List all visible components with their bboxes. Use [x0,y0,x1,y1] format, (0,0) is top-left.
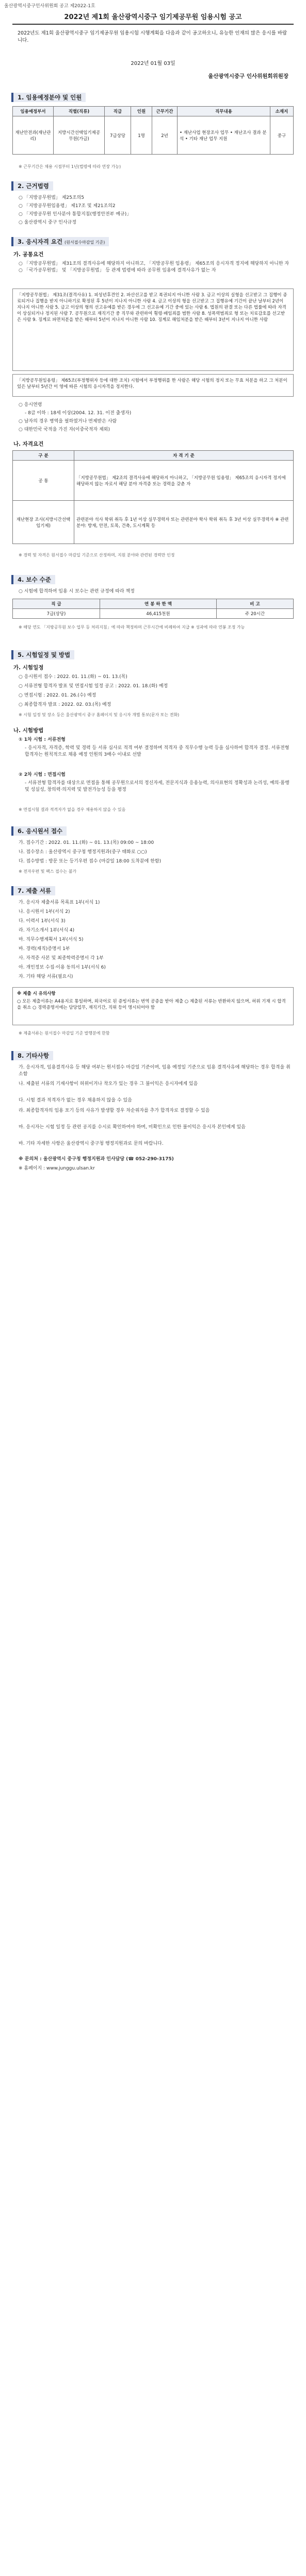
issuing-org: 울산광역시중구 인사위원회위원장 [208,73,288,79]
section-heading-other: 8. 기타사항 [11,1051,53,1060]
subheading-schedule: 가. 시험일정 [13,665,44,671]
qualification-heading-text: 3. 응시자격 요건 [18,238,63,245]
document-item: 나. 응시원서 1부(서식 2) [19,909,70,914]
homepage-link[interactable]: ※ 홈페이지 : www.junggu.ulsan.kr [19,1166,95,1171]
cell-series: 지방시간선택임기제공무원(가급) [54,116,105,155]
cell-type: 재난현장 조사(지방시간선택임기제) [13,501,74,544]
publication-number: 울산광역시중구인사위원회 공고 제2022-1호 [4,4,95,9]
col-salary-note: 비 고 [217,599,294,609]
law-item: ○ 울산광역시 중구 인사규정 [19,220,77,225]
table-row [13,501,294,544]
section-heading-salary: 4. 보수 수준 [11,575,55,584]
military-requirement: ○ 남자의 경우 병역을 필하였거나 면제받은 사람 [19,419,117,424]
other-item: 라. 최종합격자의 임용 포기 등의 사유가 발생할 경우 차순위자를 추가 합격자로 결정할 수 있음 [19,1108,210,1113]
document-item: 자. 기타 해당 서류(필요시) [19,974,73,979]
subheading-method: 나. 시험방법 [13,727,44,734]
document-item: 라. 자기소개서 1부(서식 4) [19,928,75,933]
positions-table [12,106,294,155]
disqualification-reference-box: 「지방공무원법」 제31조(결격사유) 1. 피성년후견인 2. 파산선고를 받고 복권되지 아니한 사람 3. 금고 이상의 실형을 선고받고 그 집행이 종료되거나 집행을 받지 아니하기로 확정된 후 5년이 지나지 아니한 사람 4. 금고 이상의 형을 선고받고 그 집행유예 기간이 끝난 날부터 2년이 지나지 아니한 사람 5. 금고 이상의 형의 선고유예를 받은 경우에 그 선고유예 기간 중에 있는 사람 6. 법원의 판결 또는 다른 법률에 따라 자격이 상실되거나 정지된 사람 7. 공무원으로 재직기간 중 직무와 관련하여 횡령·배임죄를 범한 사람 8. 성폭력범죄로 형 또는 치료감호를 선고받은 사람 9. 징계로 파면처분을 받은 때부터 5년이 지나지 아니한 사람 10. 징계로 해임처분을 받은 때부터 3년이 지나지 아니한 사람 [12,289,294,371]
cell-salary-grade: 7급(상당) [13,609,100,619]
qualification-heading-note: (원서접수마감일 기준) [65,240,105,245]
cell-grade: 7급상당 [105,116,131,155]
col-series: 직렬(직류) [54,107,105,116]
section-heading-schedule: 5. 시험일정 및 방법 [11,650,74,659]
col-criteria: 자 격 기 준 [74,451,294,461]
col-salary-grade: 직 급 [13,599,100,609]
title-divider [12,24,294,25]
salary-text: ○ 시험에 합격하여 임용 시 보수는 관련 규정에 따라 책정 [19,589,135,594]
exam-ban-reference-box: 「지방공무원임용령」 제65조(부정행위자 등에 대한 조치) 시험에서 부정행위를 한 사람은 해당 시험의 정지 또는 무효 처분을 하고 그 처분이 있은 날부터 5년간 이 영에 따른 시험의 응시자격을 정지한다. [12,374,294,397]
schedule-item: ○ 응시원서 접수 : 2022. 01. 11.(화) ~ 01. 13.(목) [19,674,127,680]
qualification-note: ※ 경력 및 자격은 원서접수 마감일 기준으로 산정하며, 지원 분야와 관련된 경력만 인정 [19,553,175,557]
table-header-row [13,107,294,116]
intro-text: 2022년도 제1회 울산광역시중구 임기제공무원 임용시험 시행계획을 다음과 같이 공고하오니, 유능한 인재의 많은 응시를 바랍니다. [18,30,287,43]
nationality-requirement: ○ 대한민국 국적을 가진 자(이중국적자 제외) [19,427,110,432]
col-salary-amount: 연 봉 하 한 액 [100,599,217,609]
notice-date: 2022년 01월 03일 [131,61,175,66]
table-row [13,461,294,501]
section-heading-law: 2. 근거법령 [11,181,53,191]
section-heading-positions: 1. 임용예정분야 및 인원 [11,93,86,102]
cell-duties: • 재난사업 현장조사 업무 • 재난조사 결과 분석 • 기타 재난 업무 지원 [178,116,270,155]
notice-title: 2022년 제1회 울산광역시중구 임기제공무원 임용시험 공고 [64,13,242,21]
col-period: 근무기간 [152,107,178,116]
contact-info: ※ 문의처 : 울산광역시 중구청 행정지원과 인사담당 (☎ 052-290-3175) [19,1157,174,1162]
submission-notice-title: ※ 제출 시 유의사항 [17,991,56,996]
table-header-row [13,451,294,461]
method-document-text: - 응시자격, 자격증, 학력 및 경력 등 서류 심사로 적격 여부 결정하며 적격자 중 직무수행 능력 등을 심사하여 합격자 결정. 서류전형 합격자는 원칙적으로 채용 예정 인원의 3배수 이내로 선발 [25,745,289,757]
method-interview-text: - 서류전형 합격자를 대상으로 면접을 통해 공무원으로서의 정신자세, 전문지식과 응용능력, 의사표현의 정확성과 논리성, 예의·품행 및 성실성, 창의력·의지력 및 발전가능성 등을 평정 [25,781,289,792]
submission-notice-text: ○ 모든 제출서류는 A4용지로 통일하며, 외국어로 된 증빙서류는 번역 공증을 받아 제출 ○ 제출된 서류는 반환하지 않으며, 허위 기재 시 합격을 취소 ○ 경력증명서에는 담당업무, 재직기간, 직위 등이 명시되어야 함 [17,999,286,1010]
schedule-item: ○ 최종합격자 발표 : 2022. 02. 03.(목) 예정 [19,702,111,707]
col-count: 인원 [131,107,152,116]
law-item: ○ 「지방공무원법」 제25조의5 [19,195,84,200]
table-header-row [13,599,294,609]
section-heading-qualifications [11,237,109,246]
schedule-item: ○ 면접시험 : 2022. 01. 26.(수) 예정 [19,693,96,698]
law-item: ○ 「지방공무원 인사분야 통합지침(행정안전부 예규)」 [19,212,132,217]
application-place: 나. 접수장소 : 울산광역시 중구청 행정지원과(중구 태화로 ○○) [19,850,147,855]
document-item: 마. 직무수행계획서 1부(서식 5) [19,937,84,942]
method-interview-title: ② 2차 시험 : 면접시험 [19,772,66,777]
other-item: 가. 응시자격, 임용결격사유 등 해당 여부는 원서접수 마감일 기준이며, 임용 예정일 기준으로 임용 결격사유에 해당하는 경우 합격을 취소함 [19,1065,291,1077]
salary-table [12,599,294,619]
salary-notes: ※ 해당 연도 「지방공무원 보수 업무 등 처리지침」에 따라 책정하며 근무시간에 비례하여 지급 ※ 성과에 따라 연봉 조정 가능 [19,625,245,630]
application-note: ※ 전자우편 및 팩스 접수는 불가 [19,869,77,874]
cell-salary-amount: 46,415천원 [100,609,217,619]
age-detail: - 8급 이하 : 18세 이상(2004. 12. 31. 이전 출생자) [25,411,132,416]
document-item: 사. 자격증 사본 및 최종학력증명서 각 1부 [19,956,104,961]
col-grade: 직급 [105,107,131,116]
other-item: 나. 제출된 서류의 기재사항이 허위이거나 착오가 있는 경우 그 불이익은 응시자에게 있음 [19,1081,198,1087]
table-row [13,609,294,619]
method-interview-note: ※ 면접시험 결과 적격자가 없을 경우 채용하지 않을 수 있음 [19,807,126,812]
application-method: 다. 접수방법 : 방문 또는 등기우편 접수 (마감일 18:00 도착분에 한함) [19,859,162,864]
other-item: 다. 시험 결과 적격자가 없는 경우 채용하지 않을 수 있음 [19,1098,132,1103]
table-row [13,116,294,155]
cell-location: 중구 [270,116,294,155]
cell-type: 공 통 [13,461,74,501]
subheading-common: 가. 공통요건 [13,251,44,258]
cell-criteria: 「지방공무원법」 제2조의 결격사유에 해당하지 아니하고, 「지방공무원 임용령」 제65조의 응시자격 정지에 해당하지 않는 자로서 해당 분야 자격증 또는 경력을 갖춘 자 [74,461,294,501]
documents-misc-note: ※ 제출서류는 원서접수 마감일 기준 발행분에 한함 [19,1031,110,1036]
section-heading-documents: 7. 제출 서류 [11,886,55,895]
col-type: 구 분 [13,451,74,461]
law-item: ○ 「지방공무원임용령」 제17조 및 제21조의2 [19,204,116,209]
cell-salary-note: 주 20시간 [217,609,294,619]
document-item: 다. 이력서 1부(서식 3) [19,919,66,924]
other-item: 바. 기타 자세한 사항은 울산광역시 중구청 행정지원과로 문의 바랍니다. [19,1141,164,1146]
qualification-table [12,450,294,544]
submission-notice-box [12,987,294,1025]
schedule-note: ※ 시험 일정 및 장소 등은 울산광역시 중구 홈페이지 및 응시자 개별 통보(문자 또는 전화) [19,713,180,717]
cell-dept: 재난안전과(재난관리) [13,116,54,155]
cell-criteria: 관련분야 석사 학위 취득 후 1년 이상 실무경력자 또는 관련분야 학사 학위 취득 후 3년 이상 실무경력자 ※ 관련분야: 방재, 안전, 토목, 건축, 도시계획 등 [74,501,294,544]
cell-period: 2년 [152,116,178,155]
positions-note: ※ 근무기간은 채용 시점부터 1년(법령에 따라 연장 가능) [19,164,121,169]
subheading-qualification: 나. 자격요건 [13,441,44,447]
col-location: 소재지 [270,107,294,116]
schedule-item: ○ 서류전형 합격자 발표 및 면접시험 일정 공고 : 2022. 01. 18.(화) 예정 [19,684,168,689]
age-requirement: ○ 응시연령 [19,402,42,408]
document-item: 아. 개인정보 수집·이용 동의서 1부(서식 6) [19,965,106,970]
other-item: 마. 응시자는 시험 일정 등 관련 공지를 수시로 확인하여야 하며, 미확인으로 인한 불이익은 응시자 본인에게 있음 [19,1125,246,1130]
document-item: 바. 경력(재직)증명서 1부 [19,946,70,952]
col-duties: 직무내용 [178,107,270,116]
application-period: 가. 접수기간 : 2022. 01. 11.(화) ~ 01. 13.(목) 09:00 ~ 18:00 [19,840,154,845]
col-dept: 임용예정부서 [13,107,54,116]
method-document-title: ① 1차 시험 : 서류전형 [19,737,66,742]
document-item: 가. 응시자 제출서류 목록표 1부(서식 1) [19,900,100,905]
cell-count: 1명 [131,116,152,155]
section-heading-application: 6. 응시원서 접수 [11,826,67,836]
common-requirements: ○ 「지방공무원법」 제31조의 결격사유에 해당하지 아니하고, 「지방공무원 임용령」 제65조의 응시자격 정지에 해당하지 아니한 자 ○ 「국가공무원법」 및 「지방공무원법」 등 관계 법령에 따라 공무원 임용에 결격사유가 없는 자 [19,261,289,273]
